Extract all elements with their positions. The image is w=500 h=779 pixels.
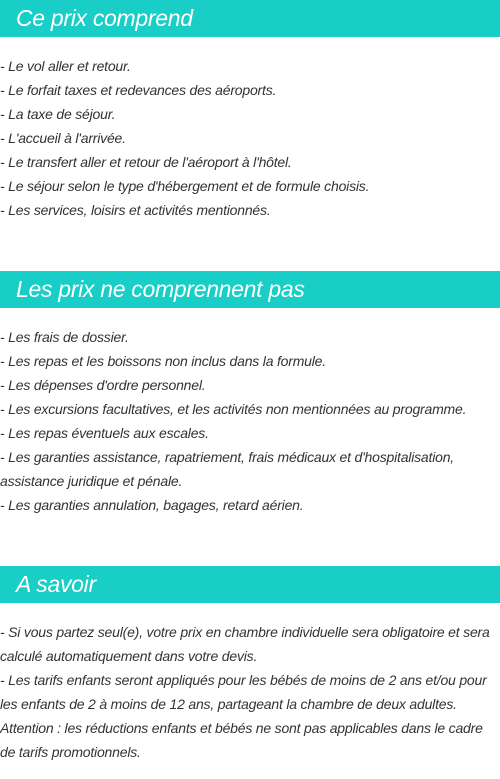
section-title: Les prix ne comprennent pas <box>0 271 500 308</box>
section-price-excludes <box>0 271 500 517</box>
section-list <box>0 37 500 222</box>
section-paragraphs <box>0 603 500 764</box>
list-item: - Les repas et les boissons non inclus dans la formule. <box>0 353 326 369</box>
section-title: Ce prix comprend <box>0 0 500 37</box>
list-item: - Les repas éventuels aux escales. <box>0 425 209 441</box>
section-good-to-know <box>0 566 500 764</box>
list-item: - Les excursions facultatives, et les activités non mentionnées au programme. <box>0 401 467 417</box>
list-item: - Les dépenses d'ordre personnel. <box>0 377 206 393</box>
section-list <box>0 308 500 517</box>
list-item: - La taxe de séjour. <box>0 106 116 122</box>
list-item: - Les services, loisirs et activités mentionnés. <box>0 202 271 218</box>
list-item: - Les garanties annulation, bagages, retard aérien. <box>0 497 304 513</box>
list-item: - Le vol aller et retour. <box>0 58 131 74</box>
list-item: - Le forfait taxes et redevances des aéroports. <box>0 82 277 98</box>
list-item: - Les frais de dossier. <box>0 329 129 345</box>
section-price-includes <box>0 0 500 222</box>
paragraph: - Les tarifs enfants seront appliqués pour les bébés de moins de 2 ans et/ou pour les enfants de 2 à moins de 12 ans, partageant la chambre de deux adultes. Attention : les réductions enfants et bébés ne sont pas applicables dans le cadre de tarifs promotionnels. <box>0 672 487 760</box>
list-item: - L'accueil à l'arrivée. <box>0 130 126 146</box>
list-item: - Le séjour selon le type d'hébergement et de formule choisis. <box>0 178 370 194</box>
section-title: A savoir <box>0 566 500 603</box>
paragraph: - Si vous partez seul(e), votre prix en chambre individuelle sera obligatoire et sera calculé automatiquement dans votre devis. <box>0 624 490 664</box>
list-item: - Les garanties assistance, rapatriement, frais médicaux et d'hospitalisation, assistance juridique et pénale. <box>0 449 454 489</box>
list-item: - Le transfert aller et retour de l'aéroport à l'hôtel. <box>0 154 292 170</box>
